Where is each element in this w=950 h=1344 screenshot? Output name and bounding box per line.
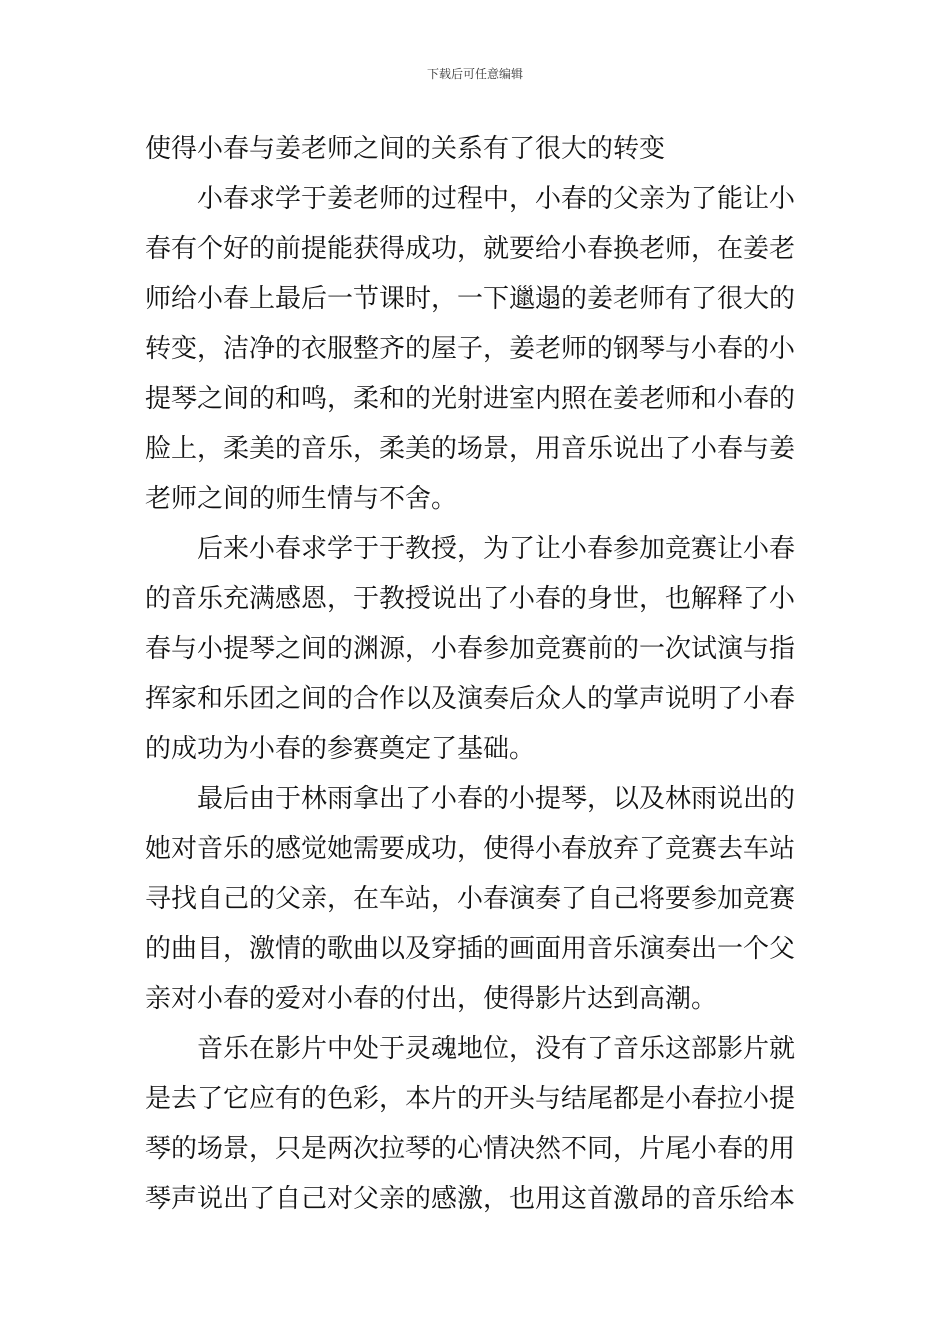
paragraph-start-line: 最后由于林雨拿出了小春的小提琴，以及林雨说出的 [197, 784, 796, 814]
text-line: 的音乐充满感恩，于教授说出了小春的身世，也解释了小 [145, 584, 796, 614]
text-line: 亲对小春的爱对小春的付出，使得影片达到高潮。 [145, 984, 718, 1014]
paragraph-start-line: 小春求学于姜老师的过程中，小春的父亲为了能让小 [197, 184, 796, 214]
text-line: 寻找自己的父亲，在车站，小春演奏了自己将要参加竞赛 [145, 884, 796, 914]
text-line: 提琴之间的和鸣，柔和的光射进室内照在姜老师和小春的 [145, 384, 796, 414]
paragraph-start-line: 音乐在影片中处于灵魂地位，没有了音乐这部影片就 [197, 1034, 796, 1064]
text-line: 挥家和乐团之间的合作以及演奏后众人的掌声说明了小春 [145, 684, 796, 714]
text-line: 的曲目，激情的歌曲以及穿插的画面用音乐演奏出一个父 [145, 934, 796, 964]
text-line: 她对音乐的感觉她需要成功，使得小春放弃了竞赛去车站 [145, 834, 796, 864]
body-text [145, 124, 815, 1224]
text-line: 琴声说出了自己对父亲的感激，也用这首激昂的音乐给本 [145, 1184, 796, 1214]
text-line: 使得小春与姜老师之间的关系有了很大的转变 [145, 134, 666, 164]
text-line: 转变，洁净的衣服整齐的屋子，姜老师的钢琴与小春的小 [145, 334, 796, 364]
text-line: 脸上，柔美的音乐，柔美的场景，用音乐说出了小春与姜 [145, 434, 796, 464]
text-line: 老师之间的师生情与不舍。 [145, 484, 458, 514]
text-line: 是去了它应有的色彩，本片的开头与结尾都是小春拉小提 [145, 1084, 796, 1114]
text-line: 春有个好的前提能获得成功，就要给小春换老师，在姜老 [145, 234, 796, 264]
text-line: 师给小春上最后一节课时，一下邋遢的姜老师有了很大的 [145, 284, 796, 314]
text-line: 的成功为小春的参赛奠定了基础。 [145, 734, 536, 764]
paragraph-start-line: 后来小春求学于于教授，为了让小春参加竞赛让小春 [197, 534, 796, 564]
page-header: 下载后可任意编辑 [426, 67, 523, 81]
text-line: 春与小提琴之间的渊源，小春参加竞赛前的一次试演与指 [145, 634, 796, 664]
text-line: 琴的场景，只是两次拉琴的心情决然不同，片尾小春的用 [145, 1134, 796, 1164]
